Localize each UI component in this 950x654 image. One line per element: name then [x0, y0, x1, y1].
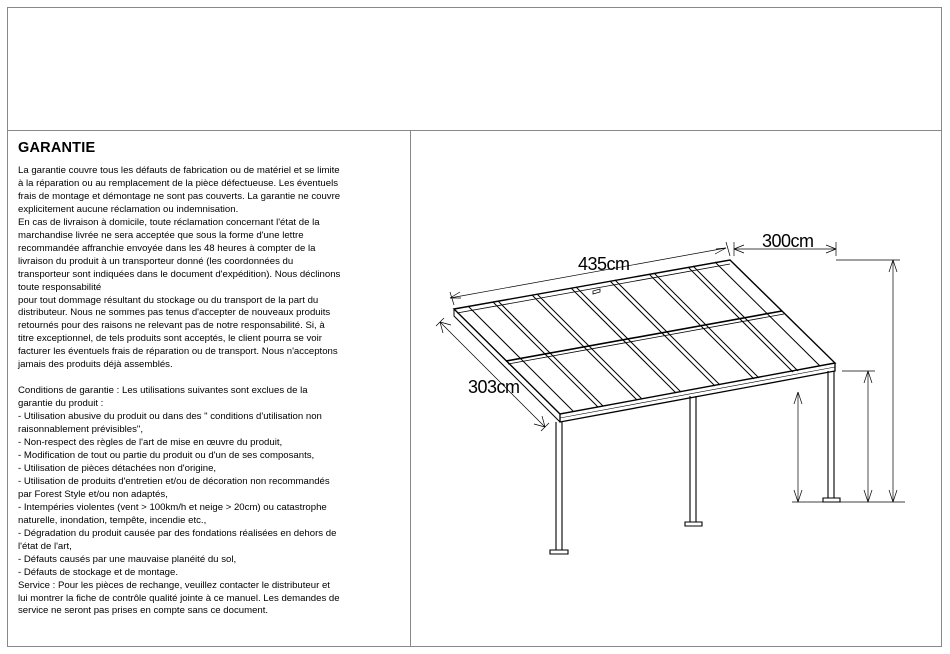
projection-label: 300cm — [762, 231, 814, 251]
text-line: En cas de livraison à domicile, toute réclamation concernant l'état de la — [18, 216, 320, 228]
text-line: par Forest Style et/ou non adaptés, — [18, 488, 168, 500]
text-line: La garantie couvre tous les défauts de fabrication ou de matériel et se limite — [18, 165, 340, 176]
text-line: - Utilisation abusive du produit ou dans des " conditions d'utilisation non — [18, 411, 322, 423]
text-line: transporteur sont indiquées dans le document d'expédition). Nous déclinons — [18, 268, 341, 280]
text-line: distributeur. Nous ne sommes pas tenus d'accepter de nouveaux produits — [18, 307, 331, 319]
text-line: - Défauts de stockage et de montage. — [18, 566, 178, 578]
text-line: naturelle, inondation, tempête, incendie etc., — [18, 514, 207, 526]
text-line: l'état de l'art, — [18, 540, 72, 552]
text-line: titre exceptionnel, de tels produits sont acceptés, le client pourra se voir — [18, 333, 322, 345]
text-line: facturer les éventuels frais de réparation ou de transport. Nous n'acceptons — [18, 346, 338, 358]
text-line: frais de montage et démontage ne sont pas couverts. La garantie ne couvre — [18, 190, 341, 202]
text-line: recommandée affranchie envoyée dans les 48 heures à compter de la — [18, 242, 316, 254]
text-line: livraison du produit à un transporteur donné (les coordonnées du — [18, 255, 294, 267]
text-line: jamais des produits déjà assemblés. — [18, 359, 173, 371]
text-line: raisonnablement prévisibles", — [18, 424, 143, 436]
text-line: pour tout dommage résultant du stockage ou du transport de la part du — [18, 294, 319, 306]
warranty-conditions — [18, 385, 393, 618]
width-label: 435cm — [578, 254, 630, 274]
text-line: - Dégradation du produit causée par des fondations réalisées en dehors de — [18, 527, 337, 539]
text-line: - Intempéries violentes (vent > 100km/h et neige > 20cm) ou catastrophe — [18, 501, 327, 513]
warranty-terms — [18, 165, 393, 372]
depth-label: 303cm — [468, 377, 520, 397]
text-line: à la réparation ou au remplacement de la pièce défectueuse. Les éventuels — [18, 177, 338, 189]
text-line: Conditions de garantie : Les utilisations suivantes sont exclues de la — [18, 385, 308, 397]
text-line: - Utilisation de pièces détachées non d'origine, — [18, 462, 217, 474]
text-line: - Défauts causés par une mauvaise planéité du sol, — [18, 553, 237, 565]
warranty-section — [18, 140, 393, 618]
height-dimensions — [792, 260, 905, 502]
text-line: retournés pour des raisons ne relevant pas de notre responsabilité. Si, à — [18, 320, 325, 332]
text-line: toute responsabilité — [18, 281, 102, 293]
text-line: garantie du produit : — [18, 398, 104, 410]
text-line: marchandise livrée ne sera acceptée que sous la forme d'une lettre — [18, 229, 304, 241]
text-line: - Modification de tout ou partie du produit ou d'un de ses composants, — [18, 450, 315, 462]
roof-crossbar — [506, 311, 782, 361]
warranty-title: GARANTIE — [18, 140, 96, 156]
posts — [550, 371, 840, 554]
pergola-diagram — [410, 130, 940, 640]
text-line: - Non-respect des règles de l'art de mise en œuvre du produit, — [18, 437, 283, 449]
text-line: Service : Pour les pièces de rechange, veuillez contacter le distributeur et — [18, 579, 330, 591]
text-line: - Utilisation de produits d'entretien et/ou de décoration non recommandés — [18, 475, 330, 487]
text-line: lui montrer la fiche de contrôle qualité jointe à ce manuel. Les demandes de — [18, 592, 340, 604]
text-line: explicitement aucune réclamation ou indemnisation. — [18, 203, 239, 215]
text-line: service ne seront pas prises en compte sans ce document. — [18, 605, 269, 617]
